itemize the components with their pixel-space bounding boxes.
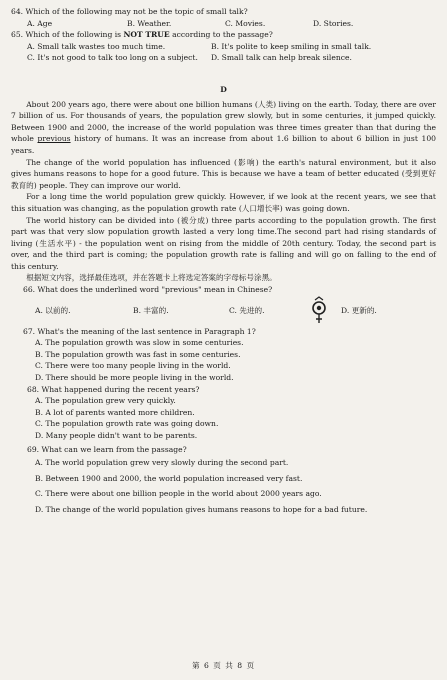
question-69-option-a: A. The world population grew very slowly during the second part.	[35, 458, 289, 468]
question-64-option-a: A. Age	[27, 18, 53, 28]
section-title: D	[220, 84, 227, 94]
question-68-option-b: B. A lot of parents wanted more children.	[35, 407, 195, 417]
passage-paragraph-3: For a long time the world population grew quickly. However, if we look at the recent years, we see that this situation was changing, as the population growth rate (人口增长率) was going down.	[11, 192, 436, 213]
question-64-option-c: C. Movies.	[225, 18, 266, 28]
underlined-word: previous	[37, 134, 71, 144]
question-65-option-b: B. It's polite to keep smiling in small talk.	[211, 41, 372, 51]
question-65-option-d: D. Small talk can help break silence.	[211, 53, 352, 63]
question-65-option-a: A. Small talk wastes too much time.	[27, 41, 166, 51]
question-65-option-c: C. It's not good to talk too long on a subject.	[27, 53, 198, 63]
question-64-option-b: B. Weather.	[127, 18, 172, 28]
question-64-option-d: D. Stories.	[313, 18, 354, 28]
question-69-stem: 69. What can we learn from the passage?	[27, 444, 187, 454]
question-65-stem: 65. Which of the following is NOT TRUE according to the passage?	[11, 30, 273, 40]
question-68-option-d: D. Many people didn't want to be parents.	[35, 431, 198, 440]
question-67-options	[11, 337, 436, 383]
question-68-options	[11, 395, 436, 441]
question-68-option-a: A. The population grew very quickly.	[35, 396, 176, 406]
question-69-option-d: D. The change of the world population gives humans reasons to hope for a bad future.	[35, 504, 368, 514]
question-66-option-c: C. 先进的.	[229, 305, 265, 315]
question-69-option-c: C. There were about one billion people in the world about 2000 years ago.	[35, 489, 322, 499]
question-66-option-b: B. 丰富的.	[133, 305, 169, 315]
question-68-option-c: C. The population growth rate was going down.	[35, 419, 219, 429]
question-66-options	[11, 296, 436, 326]
question-64-options	[11, 18, 436, 30]
question-67-option-c: C. There were too many people living in the world.	[35, 361, 231, 371]
question-69-option-b: B. Between 1900 and 2000, the world population increased very fast.	[35, 473, 303, 483]
question-66-option-a: A. 以前的.	[35, 305, 71, 315]
question-67-stem: 67. What's the meaning of the last sentence in Paragraph 1?	[23, 326, 256, 336]
question-64-stem: 64. Which of the following may not be the topic of small talk?	[11, 7, 248, 16]
question-65-options-row1	[11, 41, 436, 53]
stamp-seal-icon	[311, 296, 327, 326]
question-67-option-d: D. There should be more people living in the world.	[35, 373, 234, 383]
page-footer: 第 6 页 共 8 页	[191, 661, 256, 671]
passage-paragraph-4: The world history can be divided into (被分成) three parts according to the population growth. The first part was that very slow population growth lasted a very long time.The second part had rising standards of living (生活水平) - the population went on rising from the middle of 20th century. Today, the second part is over, and the third part is coming; the population growth rate is falling and will go on falling to the end of this century.	[11, 215, 436, 271]
question-67-option-a: A. The population growth was slow in some centuries.	[35, 338, 244, 348]
passage-paragraph-2: The change of the world population has influenced (影响) the earth's natural environment, but it also gives humans reasons to hope for a good future. This is because we have a team of better educated (受到更好教育的) people. They can improve our world.	[11, 157, 436, 190]
question-69-options	[11, 455, 436, 517]
instruction: 根据短文内容，选择最佳选项，并在答题卡上将选定答案的字母标号涂黑。	[26, 273, 277, 283]
question-66-option-d: D. 更新的.	[341, 305, 377, 315]
question-67-option-b: B. The population growth was fast in some centuries.	[35, 349, 241, 359]
question-66-stem: 66. What does the underlined word "previous" mean in Chinese?	[23, 285, 273, 295]
passage-paragraph-1: About 200 years ago, there were about one billion humans (人类) living on the earth. Today, there are over 7 billion of us. For thousands of years, the population grew slowly, but in some centuries, it jumped quickly. Between 1900 and 2000, the increase of the world population was three times greater than that during the whole previous history of humans. It was an increase from about 1.6 billion to about 6 billion in just 100 years.	[11, 99, 436, 155]
question-68-stem: 68. What happened during the recent years?	[27, 384, 200, 394]
question-65-options-row2	[11, 52, 436, 64]
